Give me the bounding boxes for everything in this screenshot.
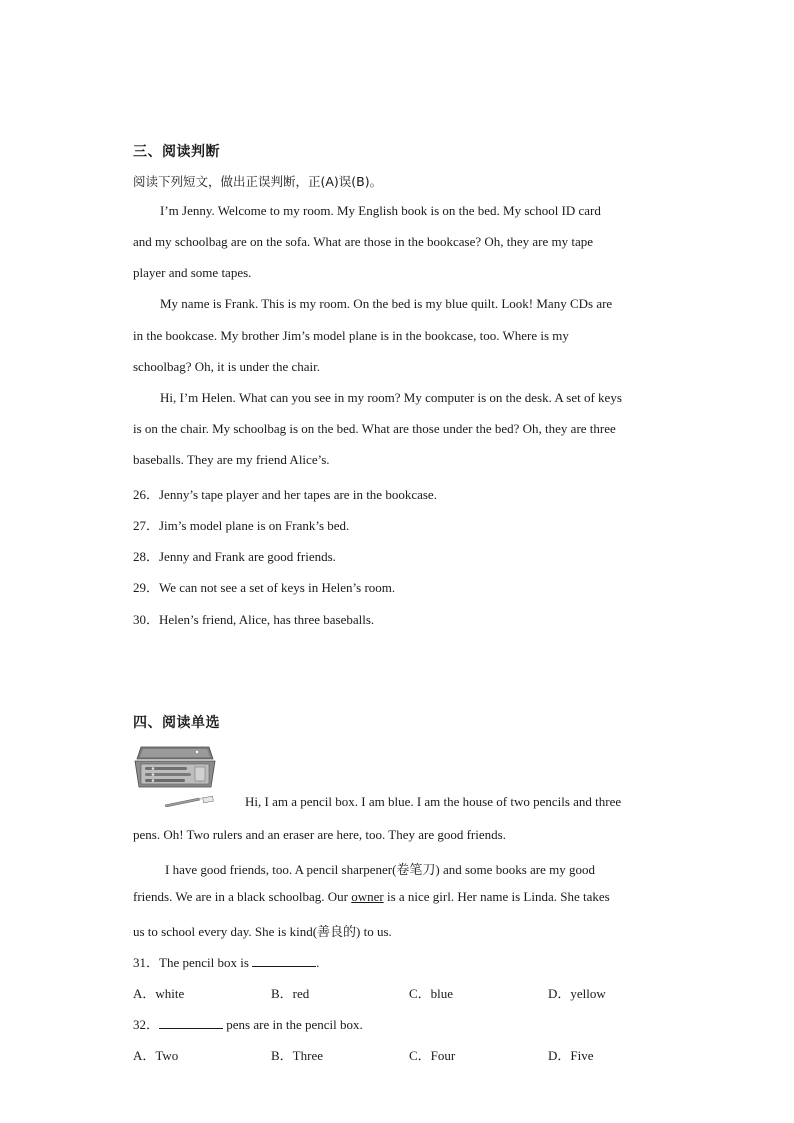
q31-option-d: D．yellow <box>548 986 606 1001</box>
answer-blank <box>159 1017 223 1029</box>
question-32 <box>133 1014 363 1033</box>
passage-text: friends. We are in a black schoolbag. Our <box>133 889 352 904</box>
question-30: 30．Helen’s friend, Alice, has three baseballs. <box>133 612 375 627</box>
section-3-title: 三、阅读判断 <box>133 144 220 160</box>
pencil-box-passage-line: us to school every day. She is kind(善良的) to us. <box>133 924 392 939</box>
q32-option-b: B．Three <box>271 1048 323 1063</box>
question-stem: 32． <box>133 1017 160 1032</box>
passage-line: My name is Frank. This is my room. On the bed is my blue quilt. Look! Many CDs are <box>160 296 613 311</box>
passage-line: Hi, I’m Helen. What can you see in my room? My computer is on the desk. A set of keys <box>160 390 622 405</box>
pencil-box-passage-line: I have good friends, too. A pencil sharpener(卷笔刀) and some books are my good <box>165 862 595 877</box>
passage-text: is a nice girl. Her name is Linda. She takes <box>383 889 610 904</box>
question-stem: pens are in the pencil box. <box>223 1017 363 1032</box>
passage-line: baseballs. They are my friend Alice’s. <box>133 452 330 467</box>
q32-option-d: D．Five <box>548 1048 594 1063</box>
passage-line: player and some tapes. <box>133 265 252 280</box>
q32-option-a: A．Two <box>133 1048 179 1063</box>
underlined-word-owner: owner <box>351 889 384 904</box>
passage-line: I’m Jenny. Welcome to my room. My English book is on the bed. My school ID card <box>160 203 601 218</box>
question-27: 27．Jim’s model plane is on Frank’s bed. <box>133 518 350 533</box>
q32-option-c: C．Four <box>409 1048 456 1063</box>
q31-option-b: B．red <box>271 986 310 1001</box>
pencil-box-passage-line: pens. Oh! Two rulers and an eraser are here, too. They are good friends. <box>133 827 506 842</box>
pencil-box-passage-line: Hi, I am a pencil box. I am blue. I am the house of two pencils and three <box>245 794 622 809</box>
pencil-box-image <box>133 745 217 807</box>
question-stem: . <box>316 955 320 970</box>
passage-line: in the bookcase. My brother Jim’s model plane is in the bookcase, too. Where is my <box>133 328 569 343</box>
question-29: 29．We can not see a set of keys in Helen’s room. <box>133 580 396 595</box>
passage-line: and my schoolbag are on the sofa. What are those in the bookcase? Oh, they are my tape <box>133 234 594 249</box>
section-3-instruction: 阅读下列短文，做出正误判断，正(A)误(B)。 <box>133 174 383 189</box>
q31-option-c: C．blue <box>409 986 454 1001</box>
question-26: 26．Jenny’s tape player and her tapes are in the bookcase. <box>133 487 437 502</box>
q31-option-a: A．white <box>133 986 185 1001</box>
answer-blank <box>252 955 316 967</box>
pencil-box-passage-line <box>133 889 610 905</box>
question-28: 28．Jenny and Frank are good friends. <box>133 549 336 564</box>
passage-line: schoolbag? Oh, it is under the chair. <box>133 359 321 374</box>
question-stem: 31．The pencil box is <box>133 955 253 970</box>
question-31 <box>133 952 319 971</box>
passage-line: is on the chair. My schoolbag is on the bed. What are those under the bed? Oh, they are three <box>133 421 616 436</box>
section-4-title: 四、阅读单选 <box>133 715 220 731</box>
